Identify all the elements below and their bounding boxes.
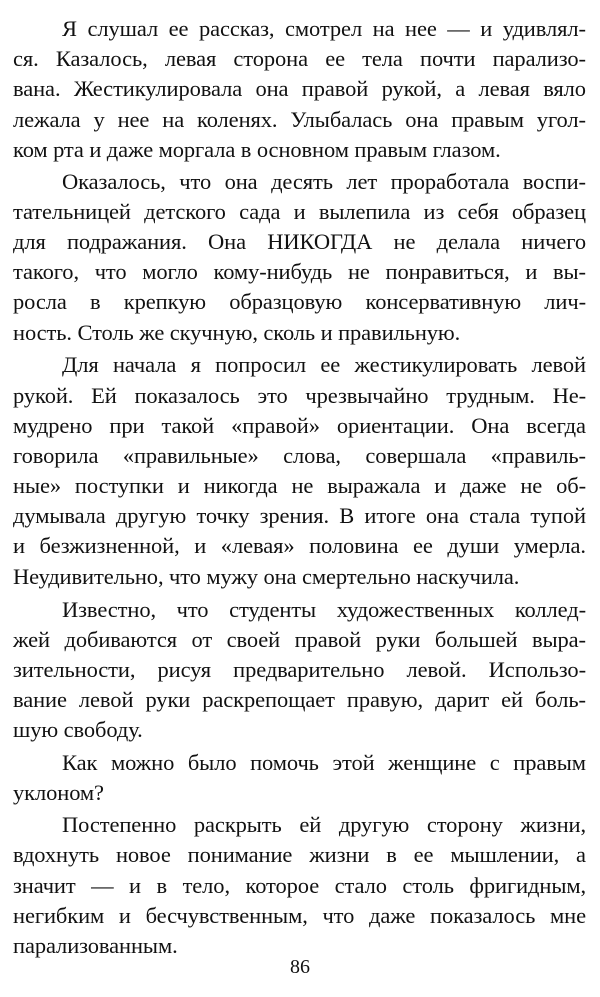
text-line-19	[0, 559, 600, 595]
text-line-8-content: для подражания. Она НИКОГДА не делала ничего	[13, 229, 586, 254]
text-line-26-content: уклоном?	[13, 780, 104, 805]
text-line-5-content: ком рта и даже моргала в основном правым глазом.	[13, 137, 501, 162]
text-line-7-content: тательницей детского сада и вылепила из себя образец	[13, 199, 586, 224]
text-line-15-content: говорила «правильные» слова, совершала «правиль-	[13, 443, 586, 468]
text-line-18-content: и безжизненной, и «левая» половина ее души умерла.	[13, 533, 586, 558]
text-line-1-content: Я слушал ее рассказ, смотрел на нее — и удивлял-	[62, 16, 586, 41]
text-line-12-content: Для начала я попросил ее жестикулировать левой	[62, 352, 586, 377]
text-line-6-content: Оказалось, что она десять лет проработала воспи-	[62, 169, 586, 194]
text-line-21-content: жей добиваются от своей правой руки большей выра-	[13, 627, 586, 652]
text-line-19-content: Неудивительно, что мужу она смертельно наскучила.	[13, 564, 520, 589]
text-line-30-content: негибким и бесчувственным, что даже показалось мне	[13, 903, 586, 928]
text-line-26	[0, 775, 600, 811]
text-line-2-content: ся. Казалось, левая сторона ее тела почти парализо-	[13, 46, 586, 71]
text-line-22-content: зительности, рисуя предварительно левой. Использо-	[13, 657, 586, 682]
text-line-29-content: значит — и в тело, которое стало столь фригидным,	[13, 873, 586, 898]
text-line-3-content: вана. Жестикулировала она правой рукой, а левая вяло	[13, 76, 586, 101]
text-line-28-content: вдохнуть новое понимание жизни в ее мышлении, а	[13, 842, 586, 867]
text-line-17-content: думывала другую точку зрения. В итоге она стала тупой	[13, 503, 586, 528]
text-line-13-content: рукой. Ей показалось это чрезвычайно трудным. Не-	[13, 383, 586, 408]
text-line-5	[0, 132, 600, 168]
text-line-31-content: парализованным.	[13, 933, 178, 958]
text-line-25-content: Как можно было помочь этой женщине с правым	[62, 750, 586, 775]
text-line-24	[0, 712, 600, 748]
text-line-24-content: шую свободу.	[13, 717, 143, 742]
text-line-27-content: Постепенно раскрыть ей другую сторону жизни,	[62, 812, 586, 837]
text-line-14-content: мудрено при такой «правой» ориентации. Она всегда	[13, 413, 586, 438]
text-line-23-content: вание левой руки раскрепощает правую, дарит ей боль-	[13, 687, 586, 712]
page-number: 86	[290, 956, 310, 978]
text-line-16-content: ные» поступки и никогда не выражала и даже не об-	[13, 473, 586, 498]
text-line-4-content: лежала у нее на коленях. Улыбалась она правым угол-	[13, 107, 586, 132]
text-line-11-content: ность. Столь же скучную, сколь и правильную.	[13, 320, 461, 345]
text-line-10-content: росла в крепкую образцовую консервативную лич-	[13, 289, 586, 314]
text-line-9-content: такого, что могло кому-нибудь не понравиться, и вы-	[13, 259, 586, 284]
text-line-11	[0, 315, 600, 351]
text-line-20-content: Известно, что студенты художественных коллед-	[62, 597, 586, 622]
